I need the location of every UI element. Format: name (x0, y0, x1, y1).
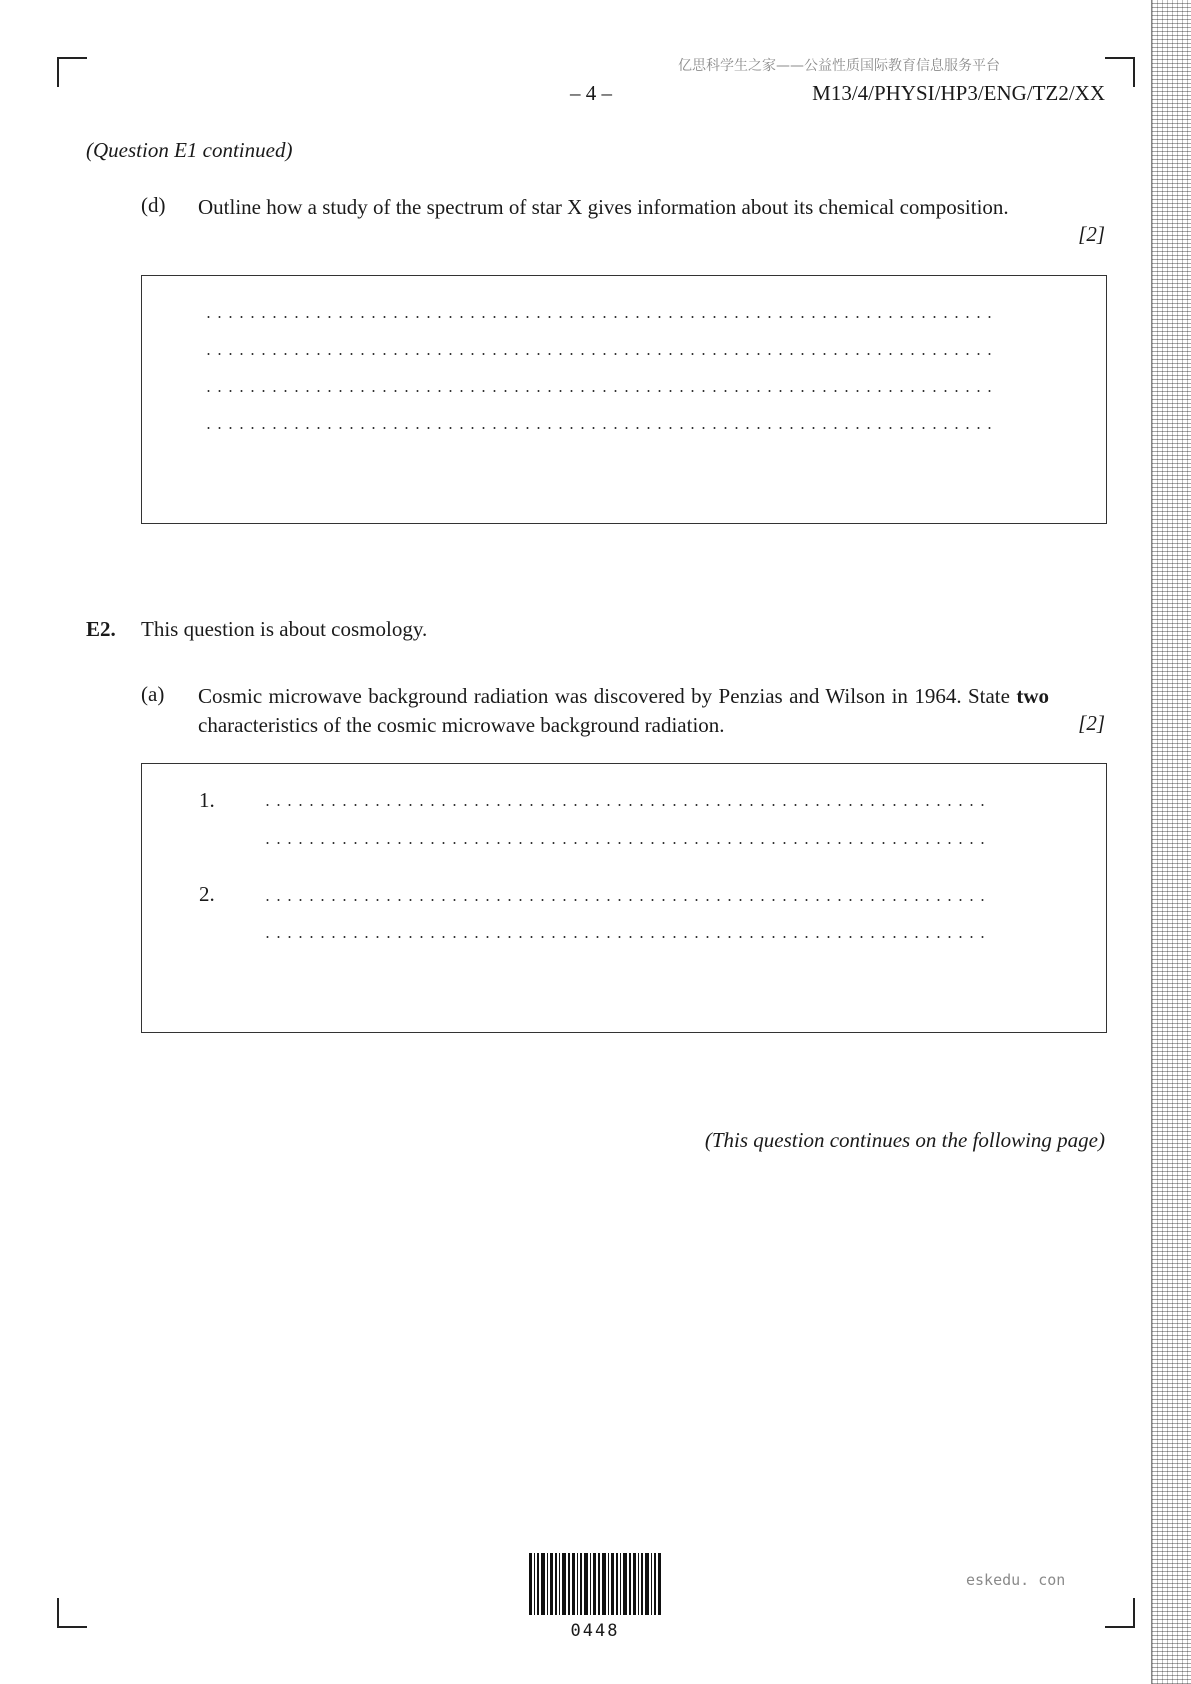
part-d-marks: [2] (1078, 222, 1105, 246)
part-d-label: (d) (141, 193, 166, 217)
part-d-text: Outline how a study of the spectrum of star X gives information about its chemical composition. (198, 195, 1009, 219)
crop-mark-top-right (1105, 57, 1135, 87)
part-a-text-after: characteristics of the cosmic microwave background radiation. (198, 713, 725, 737)
answer-line[interactable] (203, 353, 992, 355)
answer-line[interactable] (203, 316, 992, 318)
part-a-text (198, 682, 1049, 740)
question-continued-label: (Question E1 continued) (86, 138, 293, 162)
answer-box-a[interactable] (141, 763, 1107, 1033)
answer-line[interactable] (203, 390, 992, 392)
crop-mark-bottom-left (57, 1598, 87, 1628)
answer-line[interactable] (262, 804, 992, 806)
answer-line[interactable] (262, 842, 992, 844)
site-watermark: eskedu. con (966, 1571, 1066, 1589)
crop-mark-bottom-right (1105, 1598, 1135, 1628)
answer-line[interactable] (262, 899, 992, 901)
barcode (529, 1553, 661, 1615)
continues-note: (This question continues on the following page) (704, 1128, 1105, 1152)
part-a-text-bold: two (1016, 684, 1049, 708)
barcode-number: 0448 (570, 1621, 620, 1641)
crop-mark-top-left (57, 57, 87, 87)
answer-line[interactable] (203, 427, 992, 429)
answer-box-d[interactable] (141, 275, 1107, 524)
question-e2-label: E2. (86, 617, 116, 641)
margin-strip (1151, 0, 1191, 1684)
answer-number-1: 1. (199, 788, 215, 812)
part-a-label: (a) (141, 682, 165, 706)
watermark-text: 亿思科学生之家——公益性质国际教育信息服务平台 (678, 58, 1000, 74)
part-a-text-before: Cosmic microwave background radiation was discovered by Penzias and Wilson in 1964. State (198, 684, 1017, 708)
answer-number-2: 2. (199, 882, 215, 906)
paper-code: M13/4/PHYSI/HP3/ENG/TZ2/XX (812, 81, 1105, 105)
question-e2-text: This question is about cosmology. (141, 617, 428, 641)
part-a-marks: [2] (1078, 711, 1105, 735)
page-number: – 4 – (570, 81, 612, 105)
answer-line[interactable] (262, 936, 992, 938)
